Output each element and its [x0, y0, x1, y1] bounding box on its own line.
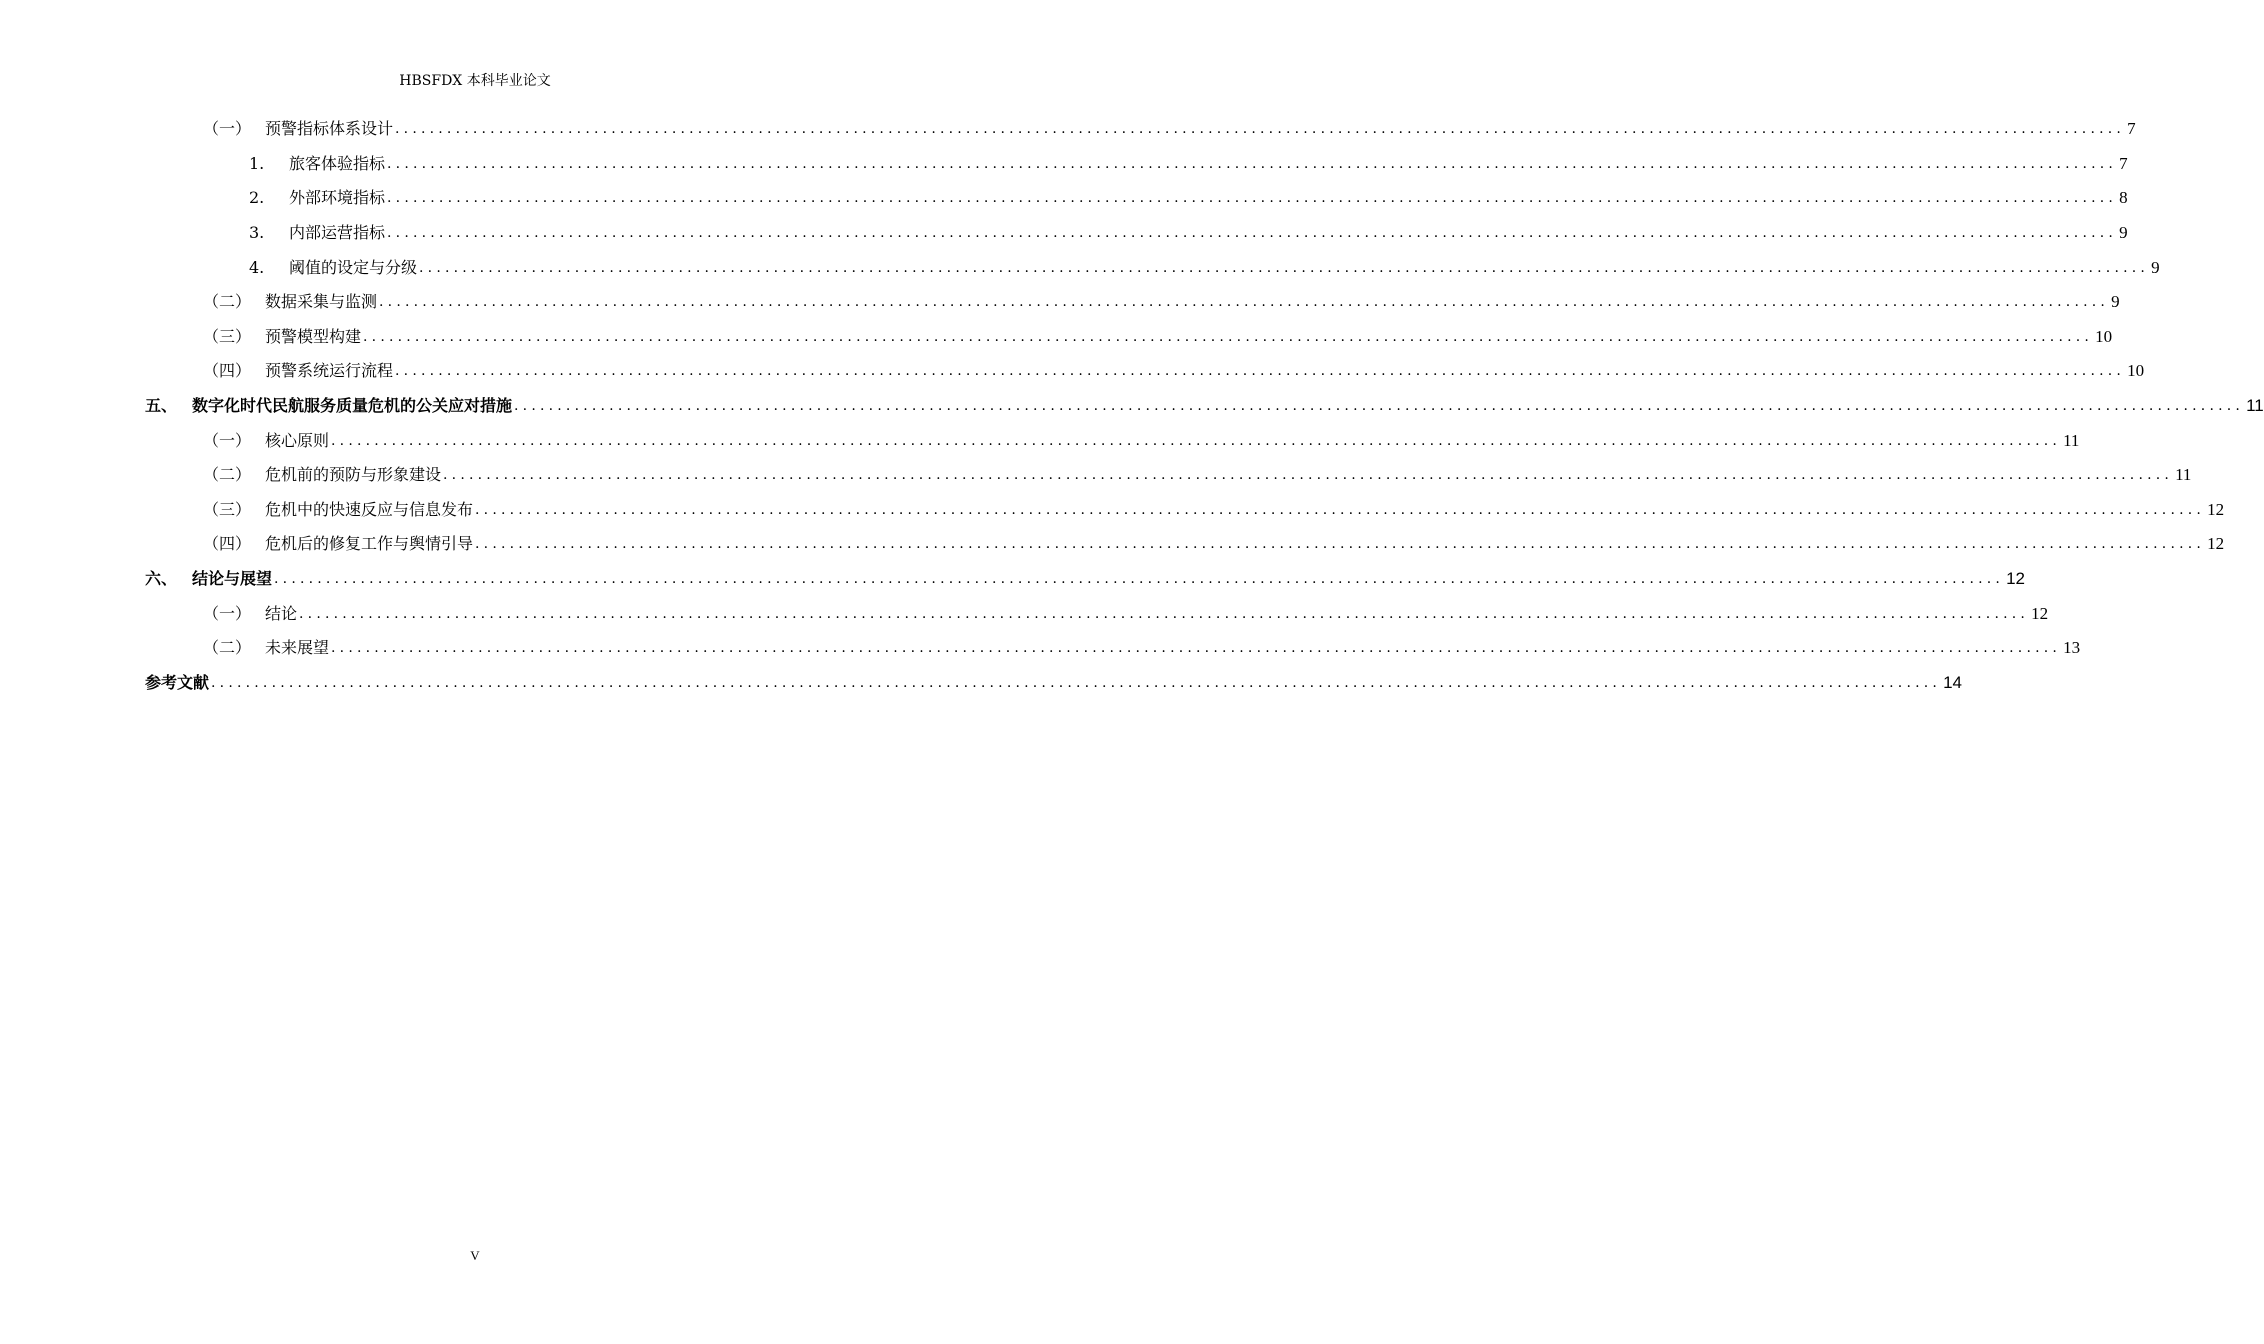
toc-entry-number: （三）	[203, 326, 252, 346]
toc-dot-leader: ........................................................................................................................................................................................................	[395, 121, 2126, 138]
toc-entry[interactable]	[145, 320, 2113, 355]
toc-dot-leader: ........................................................................................................................................................................................................	[299, 605, 2030, 622]
toc-entry-number: 六、	[145, 569, 178, 589]
toc-entry-title: 结论	[265, 603, 298, 623]
page-number: V	[470, 1248, 480, 1263]
toc-dot-leader: ........................................................................................................................................................................................................	[211, 674, 1942, 691]
toc-entry-title: 预警系统运行流程	[265, 361, 394, 381]
toc-entry-page: 12	[2207, 534, 2225, 554]
toc-dot-leader: ........................................................................................................................................................................................................	[395, 363, 2126, 380]
toc-entry-page: 12	[2006, 569, 2025, 589]
toc-entry-title: 旅客体验指标	[289, 153, 386, 173]
toc-entry-page: 10	[2127, 361, 2145, 381]
toc-entry-number: （二）	[203, 292, 252, 312]
toc-entry[interactable]	[145, 631, 2081, 666]
toc-entry-page: 14	[1943, 672, 1962, 692]
toc-entry-title: 危机中的快速反应与信息发布	[265, 499, 474, 519]
toc-entry-number: 3.	[249, 223, 265, 243]
toc-dot-leader: ........................................................................................................................................................................................................	[379, 294, 2110, 311]
toc-entry[interactable]	[145, 216, 2128, 251]
toc-entry-number: 1.	[249, 153, 265, 173]
toc-entry-title: 外部环境指标	[289, 188, 386, 208]
toc-entry-number: （一）	[203, 430, 252, 450]
toc-entry-title: 数据采集与监测	[265, 292, 378, 312]
toc-dot-leader: ........................................................................................................................................................................................................	[387, 190, 2118, 207]
toc-entry-number: （二）	[203, 465, 252, 485]
toc-dot-leader: ........................................................................................................................................................................................................	[475, 501, 2206, 518]
toc-entry[interactable]	[145, 458, 2192, 493]
toc-entry[interactable]	[145, 562, 2025, 597]
toc-entry-page: 7	[2127, 119, 2136, 139]
toc-entry[interactable]	[145, 423, 2080, 458]
toc-entry[interactable]	[145, 666, 1962, 701]
toc-entry[interactable]	[145, 147, 2128, 182]
toc-entry-number: 4.	[249, 257, 265, 277]
toc-entry[interactable]	[145, 389, 2264, 424]
toc-entry-title: 数字化时代民航服务质量危机的公关应对措施	[192, 396, 513, 416]
toc-entry-page: 12	[2207, 499, 2225, 519]
toc-entry[interactable]	[145, 181, 2128, 216]
toc-entry[interactable]	[145, 493, 2225, 528]
toc-entry-title: 危机后的修复工作与舆情引导	[265, 534, 474, 554]
toc-entry-number: （四）	[203, 534, 252, 554]
toc-entry[interactable]	[145, 250, 2160, 285]
toc-entry-number: （四）	[203, 361, 252, 381]
toc-entry-number: 五、	[145, 396, 178, 416]
toc-entry-number: （三）	[203, 499, 252, 519]
toc-entry-page: 13	[2063, 638, 2081, 658]
toc-dot-leader: ........................................................................................................................................................................................................	[331, 640, 2062, 657]
toc-entry-page: 11	[2175, 465, 2192, 485]
toc-entry-page: 9	[2151, 257, 2160, 277]
toc-entry[interactable]	[145, 596, 2049, 631]
toc-entry-title: 未来展望	[265, 638, 330, 658]
toc-entry-number: （一）	[203, 603, 252, 623]
toc-dot-leader: ........................................................................................................................................................................................................	[443, 467, 2174, 484]
toc-entry-title: 结论与展望	[192, 569, 273, 589]
toc-dot-leader: ........................................................................................................................................................................................................	[274, 571, 2005, 588]
toc-entry-page: 11	[2246, 396, 2264, 416]
toc-entry[interactable]	[145, 285, 2120, 320]
toc-dot-leader: ........................................................................................................................................................................................................	[514, 398, 2245, 415]
toc-entry-title: 预警模型构建	[265, 326, 362, 346]
toc-dot-leader: ........................................................................................................................................................................................................	[331, 432, 2062, 449]
toc-entry-page: 12	[2031, 603, 2049, 623]
toc-entry-title: 危机前的预防与形象建设	[265, 465, 442, 485]
toc-dot-leader: ........................................................................................................................................................................................................	[387, 225, 2118, 242]
toc-entry-title: 预警指标体系设计	[265, 119, 394, 139]
toc-entry-title: 参考文献	[145, 672, 210, 692]
toc-dot-leader: ........................................................................................................................................................................................................	[419, 259, 2150, 276]
toc-dot-leader: ........................................................................................................................................................................................................	[475, 536, 2206, 553]
toc-entry-page: 10	[2095, 326, 2113, 346]
toc-entry-title: 内部运营指标	[289, 223, 386, 243]
toc-entry-title: 核心原则	[265, 430, 330, 450]
page-header: HBSFDX 本科毕业论文	[399, 73, 551, 89]
toc-entry-number: 2.	[249, 188, 265, 208]
toc-entry[interactable]	[145, 354, 2145, 389]
toc-entry-number: （二）	[203, 638, 252, 658]
toc-entry-title: 阈值的设定与分级	[289, 257, 418, 277]
toc-entry[interactable]	[145, 527, 2225, 562]
toc-entry-page: 11	[2063, 430, 2080, 450]
toc-dot-leader: ........................................................................................................................................................................................................	[363, 328, 2094, 345]
toc-entry-page: 7	[2119, 153, 2128, 173]
toc-entry-page: 8	[2119, 188, 2128, 208]
toc-dot-leader: ........................................................................................................................................................................................................	[387, 155, 2118, 172]
toc-entry-number: （一）	[203, 119, 252, 139]
toc-entry-page: 9	[2119, 223, 2128, 243]
toc-entry[interactable]	[145, 112, 2136, 147]
toc-entry-page: 9	[2111, 292, 2120, 312]
table-of-contents	[145, 112, 2264, 700]
